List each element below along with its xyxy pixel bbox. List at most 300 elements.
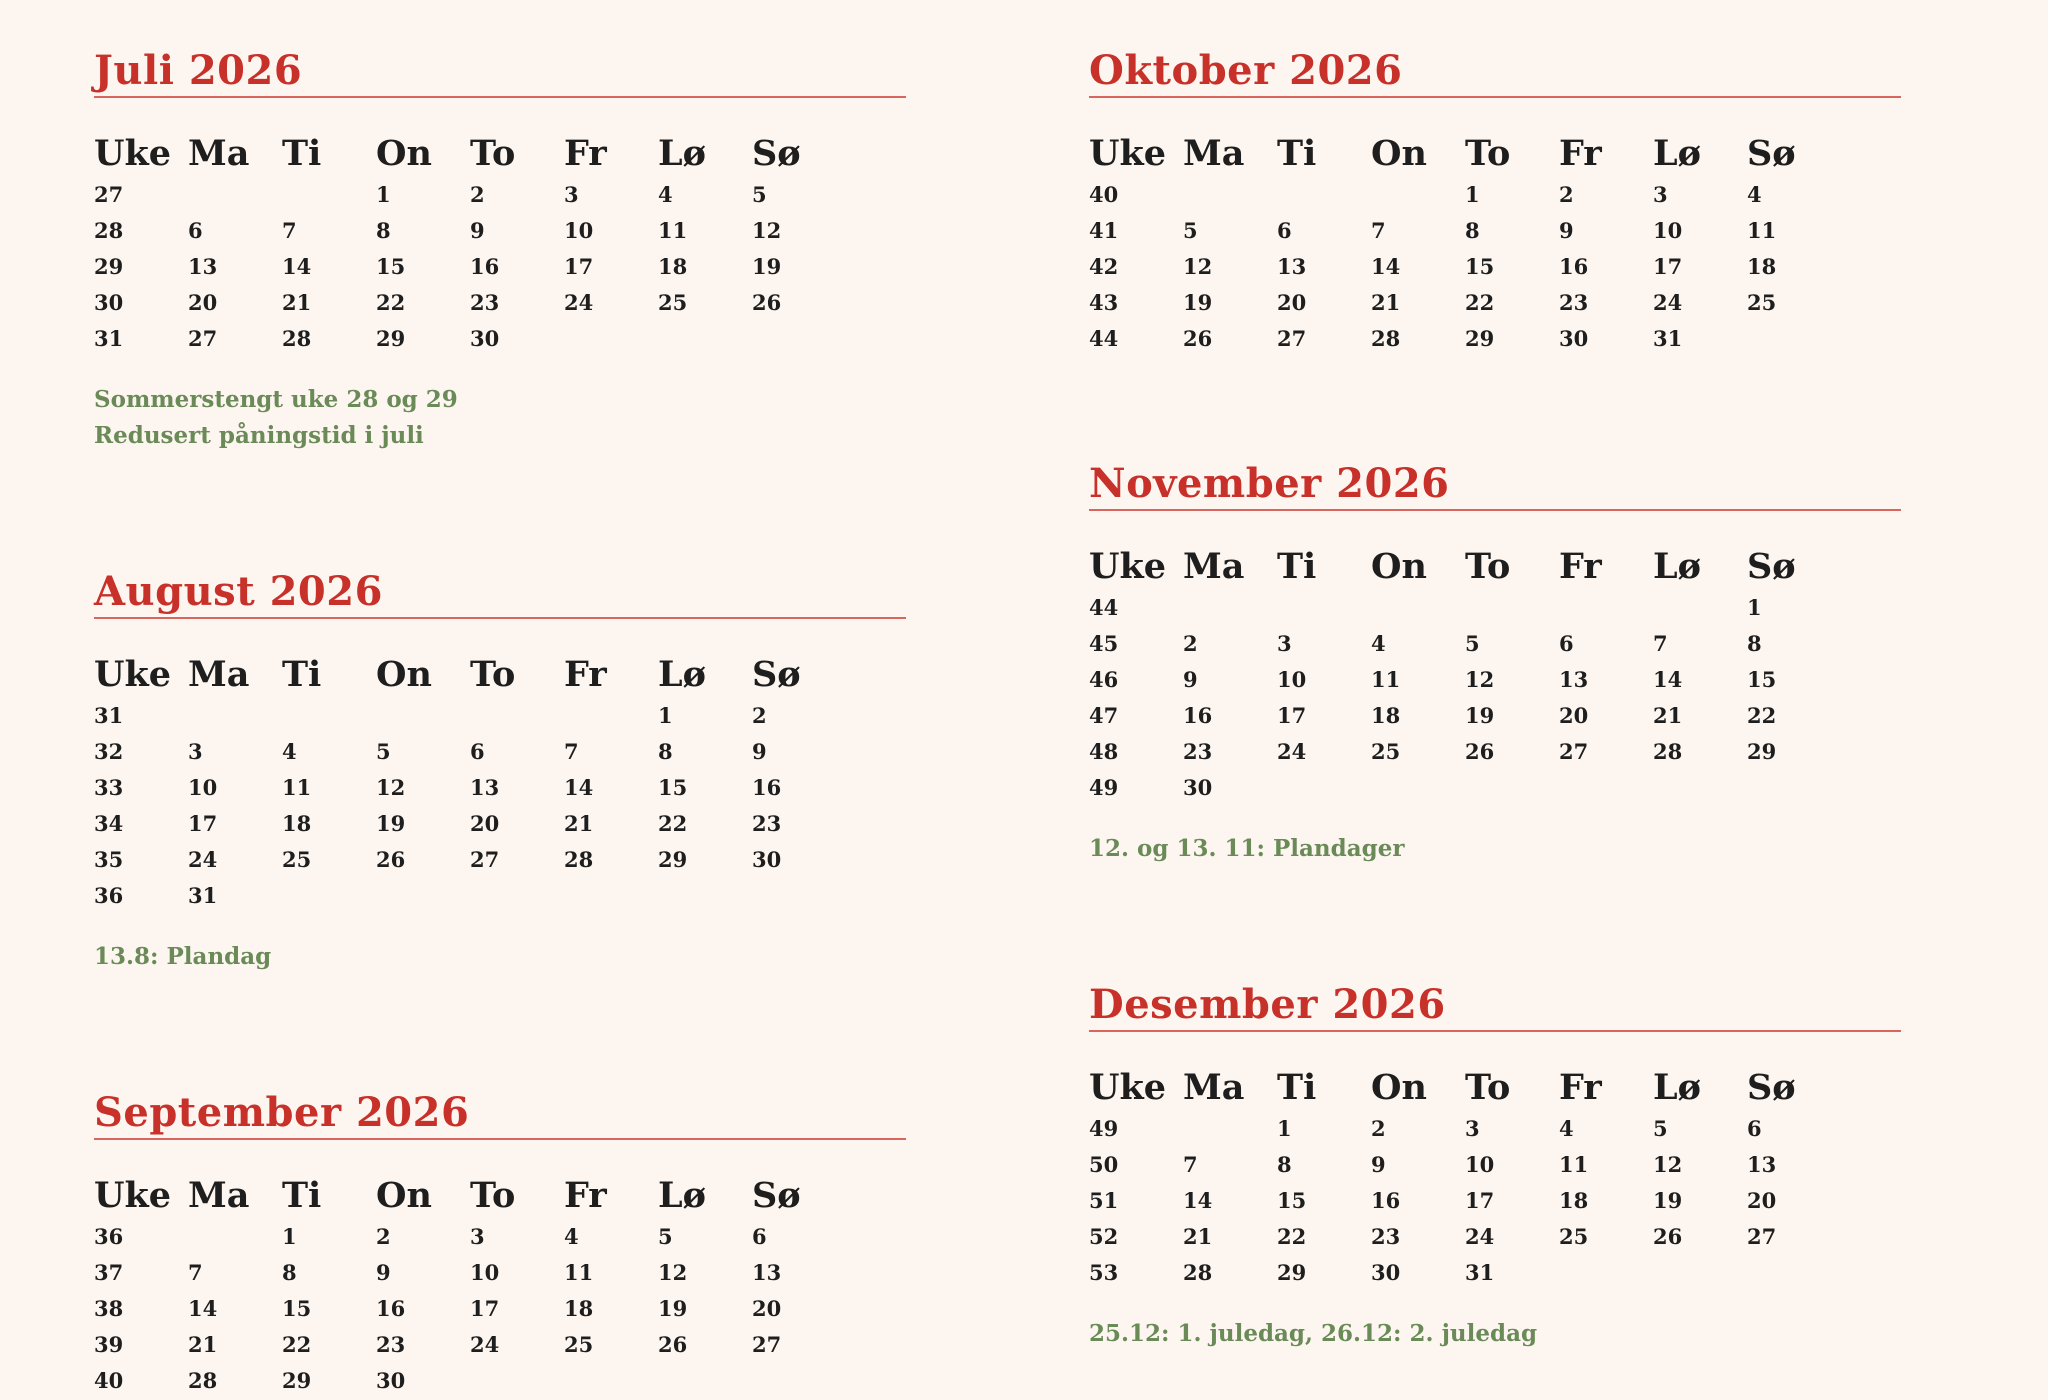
day-cell <box>1747 769 1841 805</box>
day-cell: 2 <box>470 181 485 207</box>
day-cell: 4 <box>1747 181 1762 207</box>
day-cell: 22 <box>376 289 406 315</box>
week-row <box>94 877 846 913</box>
weekday-header: To <box>470 133 516 174</box>
day-cell: 27 <box>188 325 218 351</box>
day-cell: 28 <box>282 325 312 351</box>
week-number: 30 <box>94 289 124 315</box>
week-row <box>1089 1110 1841 1146</box>
day-cell: 9 <box>1183 666 1198 692</box>
day-cell: 29 <box>376 325 406 351</box>
day-cell: 24 <box>188 846 218 872</box>
day-cell: 6 <box>1277 217 1292 243</box>
month-notes <box>1089 1316 1901 1352</box>
day-cell: 12 <box>376 774 406 800</box>
day-cell: 29 <box>1747 738 1777 764</box>
week-number: 36 <box>94 1223 124 1249</box>
day-cell: 13 <box>1277 253 1307 279</box>
week-number: 49 <box>1089 1115 1119 1141</box>
day-cell: 23 <box>1183 738 1213 764</box>
week-number: 36 <box>94 882 124 908</box>
calendar-table <box>1089 1062 1841 1290</box>
day-cell: 1 <box>282 1223 297 1249</box>
day-cell: 11 <box>564 1259 594 1285</box>
day-cell: 6 <box>470 738 485 764</box>
day-cell: 20 <box>1747 1187 1777 1213</box>
day-cell: 18 <box>1371 702 1401 728</box>
weekday-header-row <box>94 128 846 176</box>
day-cell <box>376 697 470 733</box>
day-cell: 20 <box>752 1295 782 1321</box>
weekday-header: Fr <box>1559 1067 1602 1108</box>
day-cell: 17 <box>1465 1187 1495 1213</box>
weekday-header: Lø <box>1653 133 1701 174</box>
day-cell: 2 <box>752 702 767 728</box>
day-cell: 16 <box>470 253 500 279</box>
day-cell <box>1747 320 1841 356</box>
day-cell: 22 <box>658 810 688 836</box>
day-cell: 29 <box>658 846 688 872</box>
day-cell: 4 <box>658 181 673 207</box>
week-row <box>1089 1218 1841 1254</box>
day-cell: 2 <box>1371 1115 1386 1141</box>
day-cell: 7 <box>1183 1151 1198 1177</box>
day-cell: 16 <box>1559 253 1589 279</box>
day-cell: 23 <box>752 810 782 836</box>
week-row <box>1089 176 1841 212</box>
day-cell <box>470 697 564 733</box>
day-cell: 30 <box>1371 1259 1401 1285</box>
week-row <box>1089 320 1841 356</box>
day-cell: 19 <box>1183 289 1213 315</box>
week-row <box>1089 212 1841 248</box>
day-cell: 10 <box>188 774 218 800</box>
month-desember <box>1089 982 1901 1352</box>
week-row <box>94 1254 846 1290</box>
day-cell: 4 <box>564 1223 579 1249</box>
calendar-table <box>1089 541 1841 805</box>
weekday-header: On <box>1371 546 1427 587</box>
week-number: 44 <box>1089 594 1119 620</box>
week-number: 53 <box>1089 1259 1119 1285</box>
day-cell: 13 <box>188 253 218 279</box>
weekday-header: Fr <box>564 133 607 174</box>
day-cell: 23 <box>1559 289 1589 315</box>
day-cell: 19 <box>1653 1187 1683 1213</box>
week-number: 29 <box>94 253 124 279</box>
day-cell: 1 <box>658 702 673 728</box>
day-cell: 13 <box>1559 666 1589 692</box>
day-cell: 15 <box>1465 253 1495 279</box>
day-cell: 6 <box>1747 1115 1762 1141</box>
day-cell: 25 <box>282 846 312 872</box>
day-cell: 12 <box>1183 253 1213 279</box>
weekday-header: Ma <box>188 654 250 695</box>
day-cell: 27 <box>752 1331 782 1357</box>
day-cell <box>752 877 846 913</box>
day-cell <box>752 1362 846 1398</box>
week-number-header: Uke <box>94 133 172 174</box>
day-cell: 11 <box>1371 666 1401 692</box>
week-number-header: Uke <box>1089 1067 1167 1108</box>
week-row <box>1089 1182 1841 1218</box>
day-cell: 22 <box>1277 1223 1307 1249</box>
day-cell: 14 <box>1653 666 1683 692</box>
month-note: 25.12: 1. juledag, 26.12: 2. juledag <box>1089 1320 1538 1347</box>
week-number: 42 <box>1089 253 1119 279</box>
day-cell: 8 <box>658 738 673 764</box>
calendar-table <box>1089 128 1841 356</box>
month-notes <box>94 939 906 975</box>
day-cell: 17 <box>564 253 594 279</box>
week-number: 37 <box>94 1259 124 1285</box>
day-cell: 13 <box>752 1259 782 1285</box>
week-row <box>1089 769 1841 805</box>
week-row <box>94 1326 846 1362</box>
day-cell: 6 <box>188 217 203 243</box>
week-number: 28 <box>94 217 124 243</box>
day-cell <box>564 320 658 356</box>
month-title: September 2026 <box>94 1090 906 1140</box>
day-cell: 17 <box>188 810 218 836</box>
day-cell: 25 <box>1747 289 1777 315</box>
day-cell: 26 <box>1653 1223 1683 1249</box>
day-cell: 21 <box>564 810 594 836</box>
day-cell: 14 <box>564 774 594 800</box>
day-cell: 18 <box>658 253 688 279</box>
day-cell: 18 <box>1747 253 1777 279</box>
day-cell: 1 <box>1277 1115 1292 1141</box>
day-cell <box>658 1362 752 1398</box>
weekday-header: Sø <box>1747 1067 1796 1108</box>
day-cell: 15 <box>658 774 688 800</box>
day-cell: 12 <box>1465 666 1495 692</box>
week-number: 45 <box>1089 630 1119 656</box>
day-cell: 7 <box>188 1259 203 1285</box>
day-cell: 11 <box>1559 1151 1589 1177</box>
week-number: 46 <box>1089 666 1119 692</box>
month-title: Juli 2026 <box>94 48 906 98</box>
day-cell: 4 <box>1371 630 1386 656</box>
week-row <box>94 320 846 356</box>
day-cell: 7 <box>1371 217 1386 243</box>
weekday-header: Lø <box>658 654 706 695</box>
day-cell: 10 <box>1653 217 1683 243</box>
day-cell: 6 <box>1559 630 1574 656</box>
day-cell <box>470 877 564 913</box>
day-cell: 3 <box>1277 630 1292 656</box>
day-cell: 15 <box>1277 1187 1307 1213</box>
week-row <box>94 212 846 248</box>
week-row <box>1089 625 1841 661</box>
day-cell: 11 <box>658 217 688 243</box>
day-cell: 5 <box>1653 1115 1668 1141</box>
weekday-header: Lø <box>1653 1067 1701 1108</box>
day-cell <box>658 877 752 913</box>
day-cell: 30 <box>1183 774 1213 800</box>
day-cell: 13 <box>470 774 500 800</box>
day-cell: 23 <box>376 1331 406 1357</box>
day-cell <box>1183 1110 1277 1146</box>
day-cell <box>1559 769 1653 805</box>
weekday-header: To <box>470 1175 516 1216</box>
day-cell: 20 <box>1277 289 1307 315</box>
day-cell <box>1653 1254 1747 1290</box>
day-cell <box>1183 589 1277 625</box>
month-note: 12. og 13. 11: Plandager <box>1089 835 1405 862</box>
day-cell: 24 <box>1465 1223 1495 1249</box>
day-cell <box>564 697 658 733</box>
day-cell: 19 <box>1465 702 1495 728</box>
day-cell: 9 <box>1559 217 1574 243</box>
day-cell: 20 <box>1559 702 1589 728</box>
month-title: Oktober 2026 <box>1089 48 1901 98</box>
day-cell <box>1371 769 1465 805</box>
weekday-header: Fr <box>564 654 607 695</box>
day-cell: 27 <box>470 846 500 872</box>
day-cell <box>1371 589 1465 625</box>
day-cell: 29 <box>1277 1259 1307 1285</box>
day-cell: 10 <box>1465 1151 1495 1177</box>
week-row <box>1089 1146 1841 1182</box>
weekday-header: Ti <box>282 1175 322 1216</box>
weekday-header: Ma <box>188 1175 250 1216</box>
week-number: 33 <box>94 774 124 800</box>
day-cell: 26 <box>1465 738 1495 764</box>
day-cell: 16 <box>376 1295 406 1321</box>
day-cell <box>752 320 846 356</box>
day-cell: 4 <box>282 738 297 764</box>
day-cell: 8 <box>1465 217 1480 243</box>
day-cell: 3 <box>470 1223 485 1249</box>
day-cell <box>282 877 376 913</box>
day-cell: 18 <box>282 810 312 836</box>
week-number: 52 <box>1089 1223 1119 1249</box>
calendar-table <box>94 1170 846 1398</box>
weekday-header-row <box>1089 541 1841 589</box>
day-cell: 3 <box>188 738 203 764</box>
day-cell: 10 <box>1277 666 1307 692</box>
month-note: Redusert påningstid i juli <box>94 422 424 449</box>
week-number: 34 <box>94 810 124 836</box>
day-cell: 13 <box>1747 1151 1777 1177</box>
day-cell: 12 <box>1653 1151 1683 1177</box>
week-number: 44 <box>1089 325 1119 351</box>
day-cell: 27 <box>1559 738 1589 764</box>
week-row <box>1089 733 1841 769</box>
week-row <box>94 697 846 733</box>
day-cell: 16 <box>752 774 782 800</box>
weekday-header: Ma <box>1183 1067 1245 1108</box>
weekday-header-row <box>1089 128 1841 176</box>
day-cell: 19 <box>752 253 782 279</box>
day-cell <box>658 320 752 356</box>
day-cell: 12 <box>752 217 782 243</box>
day-cell: 14 <box>188 1295 218 1321</box>
day-cell: 8 <box>1747 630 1762 656</box>
weekday-header: Sø <box>752 654 801 695</box>
day-cell: 31 <box>1653 325 1683 351</box>
week-row <box>94 248 846 284</box>
weekday-header: Ma <box>1183 133 1245 174</box>
day-cell: 18 <box>564 1295 594 1321</box>
day-cell: 30 <box>376 1367 406 1393</box>
day-cell: 28 <box>1183 1259 1213 1285</box>
weekday-header: On <box>376 1175 432 1216</box>
month-september <box>94 1090 906 1400</box>
day-cell: 10 <box>470 1259 500 1285</box>
weekday-header: Sø <box>752 1175 801 1216</box>
day-cell: 15 <box>376 253 406 279</box>
weekday-header: Fr <box>1559 546 1602 587</box>
week-row <box>94 841 846 877</box>
day-cell: 28 <box>1653 738 1683 764</box>
weekday-header-row <box>94 649 846 697</box>
day-cell: 2 <box>376 1223 391 1249</box>
day-cell: 27 <box>1747 1223 1777 1249</box>
day-cell: 11 <box>282 774 312 800</box>
weekday-header: To <box>1465 1067 1511 1108</box>
day-cell: 28 <box>188 1367 218 1393</box>
day-cell: 28 <box>564 846 594 872</box>
day-cell <box>564 877 658 913</box>
weekday-header: On <box>376 654 432 695</box>
day-cell: 24 <box>564 289 594 315</box>
day-cell: 22 <box>1465 289 1495 315</box>
day-cell <box>1559 589 1653 625</box>
day-cell <box>282 176 376 212</box>
week-number: 49 <box>1089 774 1119 800</box>
day-cell <box>376 877 470 913</box>
day-cell: 10 <box>564 217 594 243</box>
week-row <box>94 1218 846 1254</box>
day-cell: 26 <box>658 1331 688 1357</box>
day-cell <box>1653 589 1747 625</box>
week-number: 48 <box>1089 738 1119 764</box>
day-cell: 9 <box>470 217 485 243</box>
day-cell <box>282 697 376 733</box>
day-cell <box>1465 769 1559 805</box>
week-row <box>94 805 846 841</box>
weekday-header: Ti <box>1277 546 1317 587</box>
weekday-header: On <box>376 133 432 174</box>
month-juli <box>94 48 906 454</box>
week-row <box>94 1362 846 1398</box>
day-cell: 31 <box>1465 1259 1495 1285</box>
day-cell: 25 <box>1559 1223 1589 1249</box>
day-cell: 5 <box>752 181 767 207</box>
day-cell: 26 <box>1183 325 1213 351</box>
day-cell: 28 <box>1371 325 1401 351</box>
day-cell: 17 <box>1653 253 1683 279</box>
day-cell <box>188 1218 282 1254</box>
month-notes <box>1089 831 1901 867</box>
day-cell: 21 <box>282 289 312 315</box>
week-number: 27 <box>94 181 124 207</box>
weekday-header-row <box>1089 1062 1841 1110</box>
week-number: 40 <box>94 1367 124 1393</box>
day-cell: 23 <box>1371 1223 1401 1249</box>
calendar-table <box>94 649 846 913</box>
week-row <box>1089 284 1841 320</box>
day-cell: 15 <box>282 1295 312 1321</box>
week-row <box>94 1290 846 1326</box>
day-cell <box>1371 176 1465 212</box>
day-cell: 24 <box>470 1331 500 1357</box>
weekday-header: Lø <box>1653 546 1701 587</box>
week-number: 38 <box>94 1295 124 1321</box>
week-number-header: Uke <box>94 1175 172 1216</box>
week-number: 47 <box>1089 702 1119 728</box>
day-cell: 26 <box>752 289 782 315</box>
week-number-header: Uke <box>1089 546 1167 587</box>
day-cell <box>470 1362 564 1398</box>
day-cell: 30 <box>752 846 782 872</box>
month-note: 13.8: Plandag <box>94 943 272 970</box>
week-number: 32 <box>94 738 124 764</box>
weekday-header: Fr <box>564 1175 607 1216</box>
day-cell: 1 <box>1465 181 1480 207</box>
week-number: 39 <box>94 1331 124 1357</box>
weekday-header: Ti <box>282 133 322 174</box>
day-cell: 14 <box>282 253 312 279</box>
day-cell: 9 <box>376 1259 391 1285</box>
weekday-header: Lø <box>658 1175 706 1216</box>
day-cell: 24 <box>1653 289 1683 315</box>
day-cell <box>188 176 282 212</box>
weekday-header: Ti <box>1277 133 1317 174</box>
day-cell: 2 <box>1559 181 1574 207</box>
week-row <box>1089 589 1841 625</box>
weekday-header: Ti <box>1277 1067 1317 1108</box>
day-cell: 1 <box>1747 594 1762 620</box>
day-cell: 15 <box>1747 666 1777 692</box>
weekday-header: To <box>470 654 516 695</box>
day-cell <box>1747 1254 1841 1290</box>
day-cell: 25 <box>564 1331 594 1357</box>
weekday-header: Ti <box>282 654 322 695</box>
day-cell: 21 <box>1653 702 1683 728</box>
day-cell: 20 <box>470 810 500 836</box>
day-cell: 17 <box>1277 702 1307 728</box>
day-cell: 2 <box>1183 630 1198 656</box>
week-number: 50 <box>1089 1151 1119 1177</box>
day-cell <box>1183 176 1277 212</box>
day-cell: 4 <box>1559 1115 1574 1141</box>
month-oktober <box>1089 48 1901 382</box>
week-number: 31 <box>94 325 124 351</box>
month-november <box>1089 461 1901 867</box>
week-row <box>94 769 846 805</box>
week-number: 35 <box>94 846 124 872</box>
weekday-header: Sø <box>1747 133 1796 174</box>
week-row <box>1089 248 1841 284</box>
week-number-header: Uke <box>94 654 172 695</box>
week-number: 31 <box>94 702 124 728</box>
week-row <box>94 733 846 769</box>
day-cell: 3 <box>564 181 579 207</box>
day-cell: 16 <box>1371 1187 1401 1213</box>
day-cell: 29 <box>282 1367 312 1393</box>
day-cell <box>564 1362 658 1398</box>
week-row <box>1089 697 1841 733</box>
week-number-header: Uke <box>1089 133 1167 174</box>
day-cell: 30 <box>470 325 500 351</box>
day-cell: 7 <box>282 217 297 243</box>
day-cell: 22 <box>1747 702 1777 728</box>
day-cell: 8 <box>282 1259 297 1285</box>
day-cell: 7 <box>1653 630 1668 656</box>
